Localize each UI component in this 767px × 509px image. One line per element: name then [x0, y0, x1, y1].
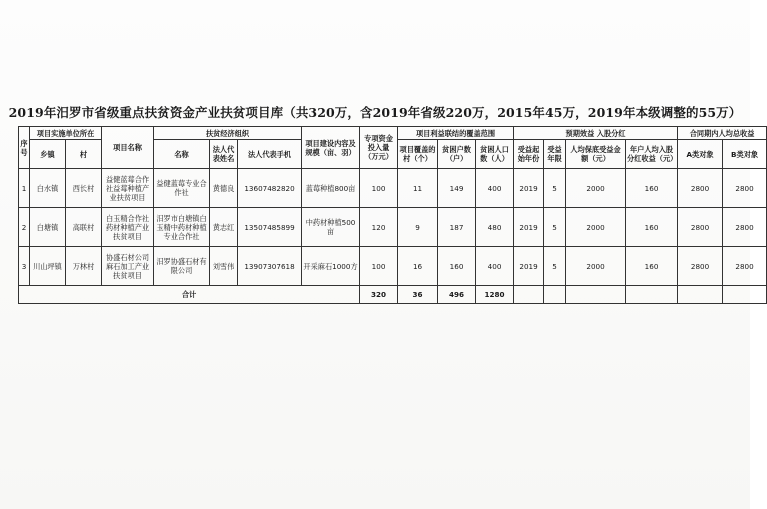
cell-villages: 11 — [398, 169, 438, 208]
cell-phone: 13607482820 — [238, 169, 302, 208]
header-seq: 序号 — [19, 127, 30, 169]
header-legal-phone: 法人代表手机 — [238, 140, 302, 169]
total-empty-cell — [723, 286, 767, 304]
cell-years: 5 — [544, 169, 566, 208]
header-class-a: A类对象 — [678, 140, 723, 169]
header-contract-group: 合同期内人均总收益 — [678, 127, 767, 140]
cell-years: 5 — [544, 208, 566, 247]
total-villages: 36 — [398, 286, 438, 304]
table-row — [19, 247, 767, 286]
cell-seq: 3 — [19, 247, 30, 286]
cell-dividend: 160 — [626, 247, 678, 286]
cell-content: 中药材种植500亩 — [302, 208, 360, 247]
total-empty-cell — [566, 286, 626, 304]
header-village: 村 — [66, 140, 102, 169]
header-content: 项目建设内容及规模（亩、羽） — [302, 127, 360, 169]
cell-seq: 2 — [19, 208, 30, 247]
cell-project: 白玉精合作社药材种植产业扶贫项目 — [102, 208, 154, 247]
total-empty-cell — [626, 286, 678, 304]
header-benefit-group: 预期效益 入股分红 — [514, 127, 678, 140]
document-title: 2019年汨罗市省级重点扶贫资金产业扶贫项目库（共320万，含2019年省级220万，2015年45万，2019年本级调整的55万） — [8, 105, 742, 120]
cell-rep: 刘雪伟 — [210, 247, 238, 286]
cell-phone: 13507485899 — [238, 208, 302, 247]
cell-households: 160 — [438, 247, 476, 286]
table-row — [19, 208, 767, 247]
total-invest: 320 — [360, 286, 398, 304]
cell-village: 西长村 — [66, 169, 102, 208]
cell-population: 400 — [476, 169, 514, 208]
cell-start: 2019 — [514, 208, 544, 247]
header-township: 乡镇 — [30, 140, 66, 169]
cell-class-a: 2800 — [678, 208, 723, 247]
poverty-project-table — [18, 126, 767, 304]
cell-invest: 100 — [360, 247, 398, 286]
header-invest: 专项资金投入量（万元） — [360, 127, 398, 169]
cell-township: 白塘镇 — [30, 208, 66, 247]
header-per-capita-amount: 人均保底受益金额（元） — [566, 140, 626, 169]
cell-villages: 16 — [398, 247, 438, 286]
cell-seq: 1 — [19, 169, 30, 208]
cell-rep: 黄德良 — [210, 169, 238, 208]
cell-invest: 120 — [360, 208, 398, 247]
cell-village: 高联村 — [66, 208, 102, 247]
header-poor-households: 贫困户数（户） — [438, 140, 476, 169]
cell-amount: 2000 — [566, 247, 626, 286]
header-row-1 — [19, 127, 767, 140]
cell-class-b: 2800 — [723, 208, 767, 247]
cell-start: 2019 — [514, 247, 544, 286]
cell-content: 开采麻石1000方 — [302, 247, 360, 286]
header-legal-rep: 法人代表姓名 — [210, 140, 238, 169]
header-project-name: 项目名称 — [102, 127, 154, 169]
cell-township: 川山坪镇 — [30, 247, 66, 286]
total-population: 1280 — [476, 286, 514, 304]
cell-village: 万林村 — [66, 247, 102, 286]
total-empty-cell — [514, 286, 544, 304]
cell-villages: 9 — [398, 208, 438, 247]
header-org-group: 扶贫经济组织 — [154, 127, 302, 140]
header-org-name: 名称 — [154, 140, 210, 169]
cell-population: 480 — [476, 208, 514, 247]
total-empty-cell — [678, 286, 723, 304]
total-label: 合计 — [19, 286, 360, 304]
header-coverage-group: 项目利益联结的覆盖范围 — [398, 127, 514, 140]
cell-years: 5 — [544, 247, 566, 286]
cell-class-a: 2800 — [678, 169, 723, 208]
cell-households: 149 — [438, 169, 476, 208]
header-class-b: B类对象 — [723, 140, 767, 169]
cell-content: 蓝莓种植800亩 — [302, 169, 360, 208]
cell-township: 白水镇 — [30, 169, 66, 208]
header-years: 受益年限 — [544, 140, 566, 169]
cell-population: 400 — [476, 247, 514, 286]
cell-project: 益健蓝莓合作社益莓种植产业扶贫项目 — [102, 169, 154, 208]
total-row — [19, 286, 767, 304]
header-poor-population: 贫困人口数（人） — [476, 140, 514, 169]
cell-dividend: 160 — [626, 208, 678, 247]
cell-org: 汨罗协盛石材有限公司 — [154, 247, 210, 286]
cell-amount: 2000 — [566, 208, 626, 247]
cell-org: 汨罗市白塘镇白玉精中药材种植专业合作社 — [154, 208, 210, 247]
table-row — [19, 169, 767, 208]
total-empty-cell — [544, 286, 566, 304]
cell-class-a: 2800 — [678, 247, 723, 286]
cell-amount: 2000 — [566, 169, 626, 208]
cell-org: 益健蓝莓专业合作社 — [154, 169, 210, 208]
cell-phone: 13907307618 — [238, 247, 302, 286]
header-start-year: 受益起始年份 — [514, 140, 544, 169]
cell-project: 协盛石材公司麻石加工产业扶贫项目 — [102, 247, 154, 286]
cell-households: 187 — [438, 208, 476, 247]
total-households: 496 — [438, 286, 476, 304]
header-unit-group: 项目实施单位所在 — [30, 127, 102, 140]
cell-start: 2019 — [514, 169, 544, 208]
cell-rep: 黄志红 — [210, 208, 238, 247]
cell-class-b: 2800 — [723, 247, 767, 286]
cell-dividend: 160 — [626, 169, 678, 208]
header-per-capita-dividend: 年户人均入股分红收益（元） — [626, 140, 678, 169]
cell-invest: 100 — [360, 169, 398, 208]
header-covered-villages: 项目覆盖的村（个） — [398, 140, 438, 169]
cell-class-b: 2800 — [723, 169, 767, 208]
